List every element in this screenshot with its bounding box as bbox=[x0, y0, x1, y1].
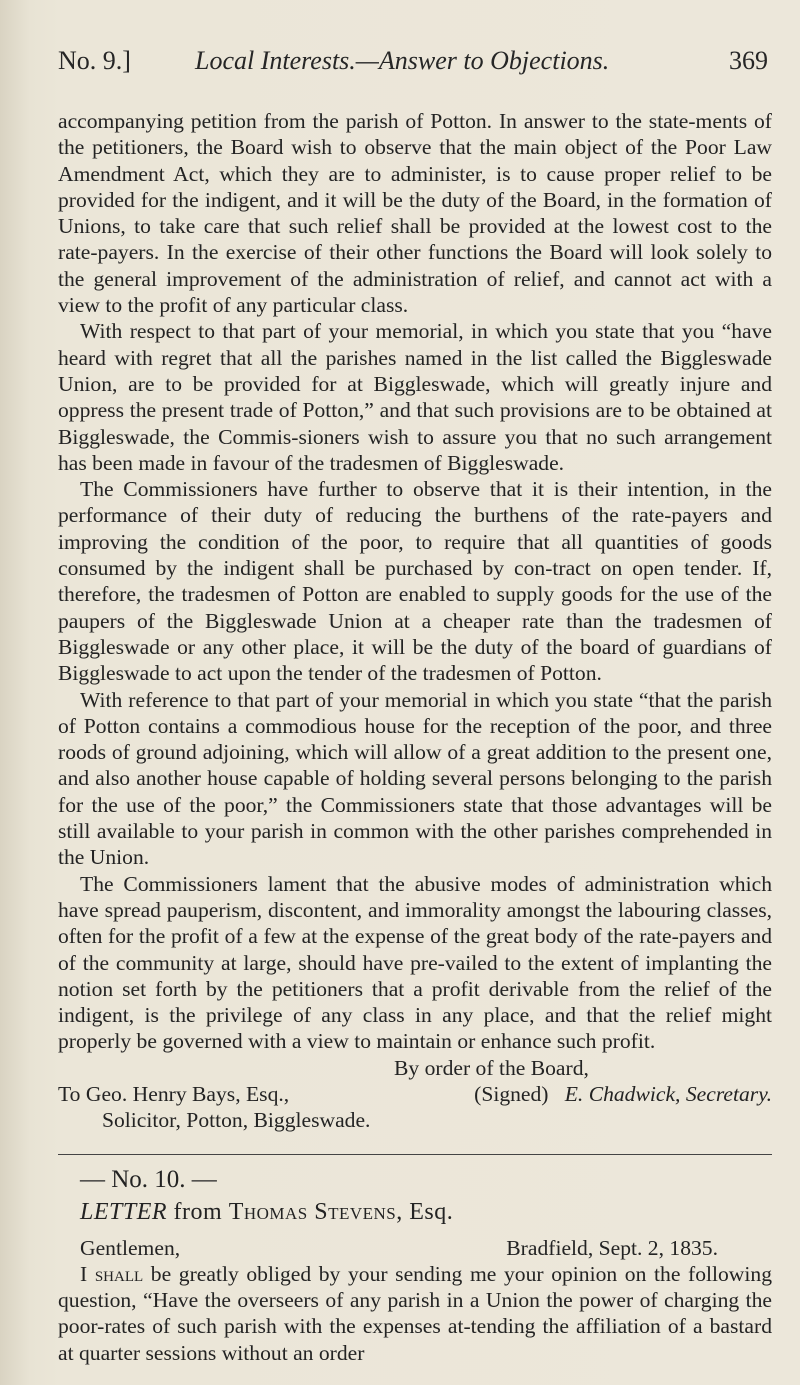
addressee-role: Solicitor, Potton, Biggleswade. bbox=[102, 1108, 371, 1133]
letter-heading-prefix: LETTER bbox=[80, 1198, 168, 1225]
greeting: Gentlemen, bbox=[80, 1235, 181, 1260]
letter-heading-from: from bbox=[173, 1198, 223, 1225]
signatory: E. Chadwick, Secretary. bbox=[564, 1081, 772, 1106]
issue-number: No. 9.] bbox=[58, 46, 131, 75]
running-header bbox=[58, 46, 768, 86]
letter-heading-name: Thomas Stevens bbox=[228, 1198, 397, 1225]
opening-paragraph bbox=[58, 1261, 772, 1366]
page-body bbox=[58, 108, 772, 1366]
signature-block bbox=[474, 1081, 772, 1107]
document-number: — No. 10. — bbox=[80, 1165, 217, 1193]
signed-label: (Signed) bbox=[474, 1081, 549, 1106]
opening-text: be greatly obliged by your sending me your opinion on the following question, “Have the overseers of any parish in a Union the power of charging the poor-rates of such parish with the expenses at-tending the affiliation of a bastard at quarter sessions without an order bbox=[58, 1261, 772, 1365]
page-number: 369 bbox=[729, 46, 768, 75]
place-date: Bradfield, Sept. 2, 1835. bbox=[506, 1235, 718, 1260]
addressee-line bbox=[58, 1081, 772, 1107]
letter-heading bbox=[58, 1195, 772, 1229]
paragraph-2: With respect to that part of your memorial, in which you state that you “have heard with regret that all the parishes named in the list called the Biggleswade Union, are to be provided for at Biggleswade, which will greatly injure and oppress the present trade of Potton,” and that such provisions are to be obtained at Biggleswade, the Commis-sioners wish to assure you that no such arrangement has been made in favour of the tradesmen of Biggleswade. bbox=[58, 319, 772, 475]
addressee-name: To Geo. Henry Bays, Esq., bbox=[58, 1081, 290, 1106]
opening-lead: I shall bbox=[80, 1261, 144, 1286]
paragraph-5: The Commissioners lament that the abusive modes of administration which have spread pauperism, discontent, and immorality amongst the labouring classes, often for the profit of a few at the expense of the great body of the rate-payers and of the community at large, should have pre-vailed to the extent of implanting the notion set forth by the petitioners that a profit derivable from the relief of the indigent, is the privilege of any class in any place, and that the relief might properly be governed with a view to maintain or enhance such profit. bbox=[58, 871, 772, 1054]
paragraph-4: With reference to that part of your memorial in which you state “that the parish of Potton contains a commodious house for the reception of the poor, and three roods of ground adjoining, which will allow of a great addition to the present one, and also another house capable of holding several persons belonging to the parish for the use of the poor,” the Commissioners state that those advantages will be still available to your parish in common with the other parishes comprehended in the Union. bbox=[58, 687, 772, 870]
signoff: By order of the Board, bbox=[394, 1055, 589, 1080]
section-divider bbox=[58, 1154, 772, 1155]
salutation bbox=[58, 1235, 772, 1261]
running-title: Local Interests.—Answer to Objections. bbox=[195, 46, 610, 75]
paragraph-3: The Commissioners have further to observe that it is their intention, in the performance of their duty of reducing the burthens of the rate-payers and improving the condition of the poor, to require that all quantities of goods consumed by the indigent shall be purchased by con-tract on open tender. If, therefore, the tradesmen of Potton are enabled to supply goods for the use of the paupers of the Biggleswade Union at a cheaper rate than the tradesmen of Biggleswade or any other place, it will be the duty of the board of guardians of Biggleswade to act upon the tender of the tradesmen of Potton. bbox=[58, 477, 772, 686]
paragraph-1: accompanying petition from the parish of Potton. In answer to the state-ments of the petitioners, the Board wish to observe that the main object of the Poor Law Amendment Act, which they are to administer, is to cause proper relief to be provided for the indigent, and it will be the duty of the Board, in the formation of Unions, to take care that such relief shall be provided at the lowest cost to the rate-payers. In the exercise of their other functions the Board will look solely to the general improvement of the administration of relief, and cannot act with a view to the profit of any particular class. bbox=[58, 109, 772, 318]
letter-heading-suffix: , Esq. bbox=[396, 1198, 454, 1225]
